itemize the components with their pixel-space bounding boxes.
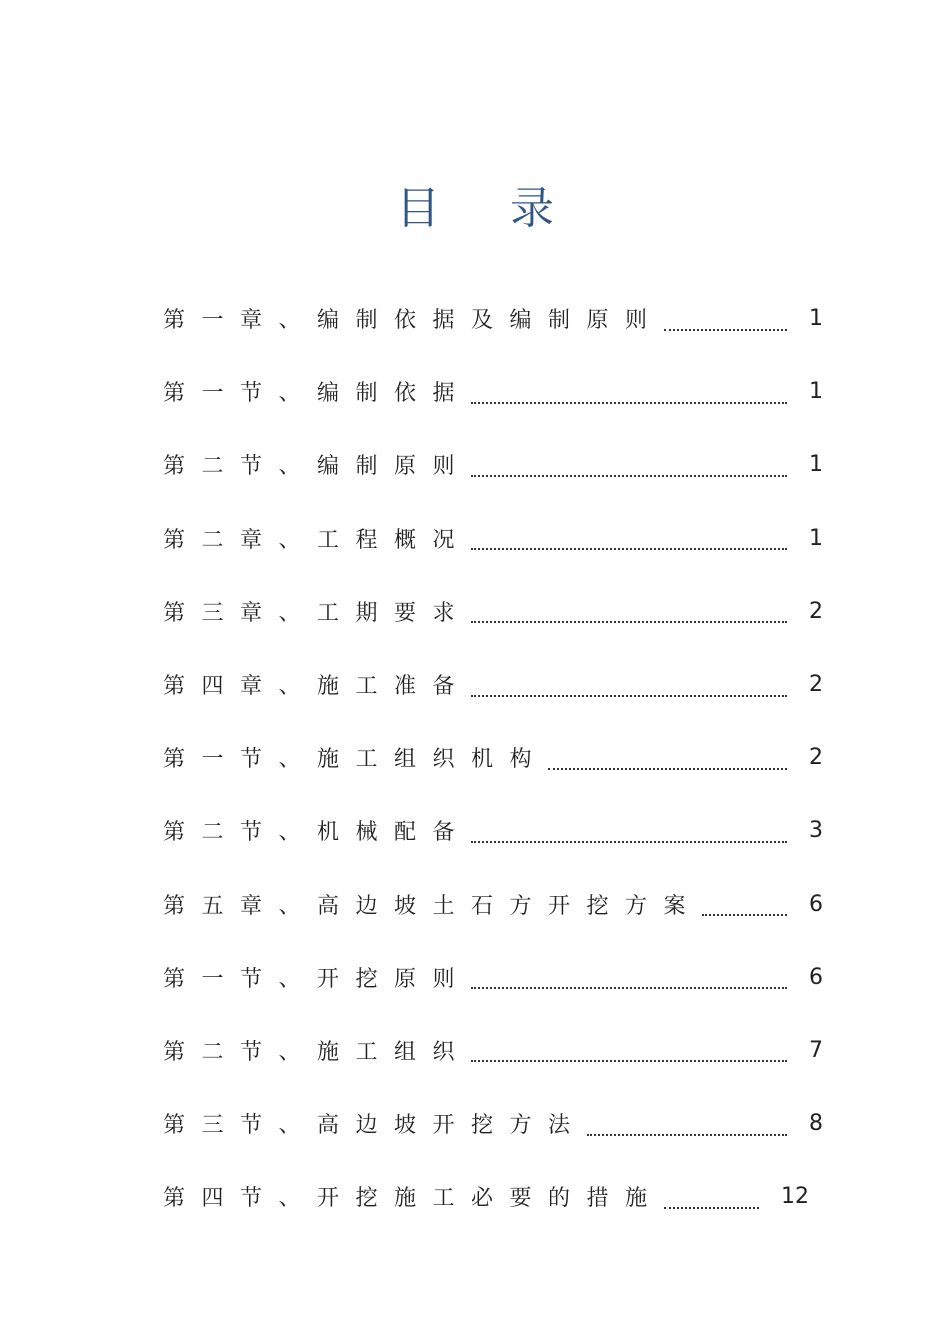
toc-entry-title: 第五章、高边坡土石方开挖方案 — [163, 893, 703, 919]
toc-leader-dots — [548, 768, 787, 770]
toc-page-number: 6 — [809, 891, 823, 917]
toc-entry[interactable] — [163, 428, 833, 501]
toc-leader-dots — [664, 1207, 759, 1209]
toc-entry-title: 第四章、施工准备 — [163, 674, 472, 700]
toc-entry[interactable] — [163, 941, 833, 1014]
toc-leader-dots — [471, 987, 787, 989]
toc-leader-dots — [664, 329, 787, 331]
toc-page-number: 1 — [809, 306, 823, 332]
toc-entry-title: 第二节、编制原则 — [163, 454, 472, 480]
toc-entry-title: 第二章、工程概况 — [163, 527, 472, 553]
toc-page-number: 2 — [809, 672, 823, 698]
toc-leader-dots — [471, 402, 787, 404]
toc-leader-dots — [587, 1134, 787, 1136]
toc-entry[interactable] — [163, 1087, 833, 1160]
toc-entry-title: 第一节、编制依据 — [163, 381, 472, 407]
toc-entry[interactable] — [163, 794, 833, 867]
page-title — [0, 172, 950, 236]
toc-entry-title: 第二节、施工组织 — [163, 1039, 472, 1065]
toc-entry-title: 第二节、机械配备 — [163, 820, 472, 846]
toc-entry[interactable] — [163, 502, 833, 575]
toc-page-number: 8 — [809, 1111, 823, 1137]
toc-page-number: 1 — [809, 379, 823, 405]
toc-page-number: 7 — [809, 1037, 823, 1063]
toc-entry[interactable] — [163, 1014, 833, 1087]
toc-entry-title: 第三章、工期要求 — [163, 600, 472, 626]
toc-entry[interactable] — [163, 1160, 833, 1233]
toc-page-number: 2 — [809, 745, 823, 771]
toc-entry-title: 第一节、施工组织机构 — [163, 747, 549, 773]
toc-page-number: 6 — [809, 964, 823, 990]
toc-leader-dots — [702, 914, 787, 916]
toc-entry[interactable] — [163, 721, 833, 794]
toc-entry[interactable] — [163, 648, 833, 721]
toc-page-number: 2 — [809, 598, 823, 624]
toc-page-number: 1 — [809, 525, 823, 551]
toc-page-number: 1 — [809, 452, 823, 478]
title-char-1: 目 — [396, 183, 440, 234]
toc-leader-dots — [471, 841, 787, 843]
toc-entry-title: 第四节、开挖施工必要的措施 — [163, 1186, 664, 1212]
toc-leader-dots — [471, 621, 787, 623]
title-char-2: 录 — [510, 183, 554, 234]
toc-entry[interactable] — [163, 282, 833, 355]
toc-entry-title: 第三节、高边坡开挖方法 — [163, 1113, 587, 1139]
toc-entry[interactable] — [163, 355, 833, 428]
toc-entry[interactable] — [163, 868, 833, 941]
toc-entry-title: 第一章、编制依据及编制原则 — [163, 308, 664, 334]
toc-page-number: 12 — [781, 1184, 809, 1210]
toc-page-number: 3 — [809, 818, 823, 844]
toc-leader-dots — [471, 1060, 787, 1062]
toc-entry[interactable] — [163, 575, 833, 648]
toc-leader-dots — [471, 548, 787, 550]
toc-leader-dots — [471, 475, 787, 477]
toc-leader-dots — [471, 695, 787, 697]
toc-entry-title: 第一节、开挖原则 — [163, 966, 472, 992]
table-of-contents — [163, 282, 833, 1233]
